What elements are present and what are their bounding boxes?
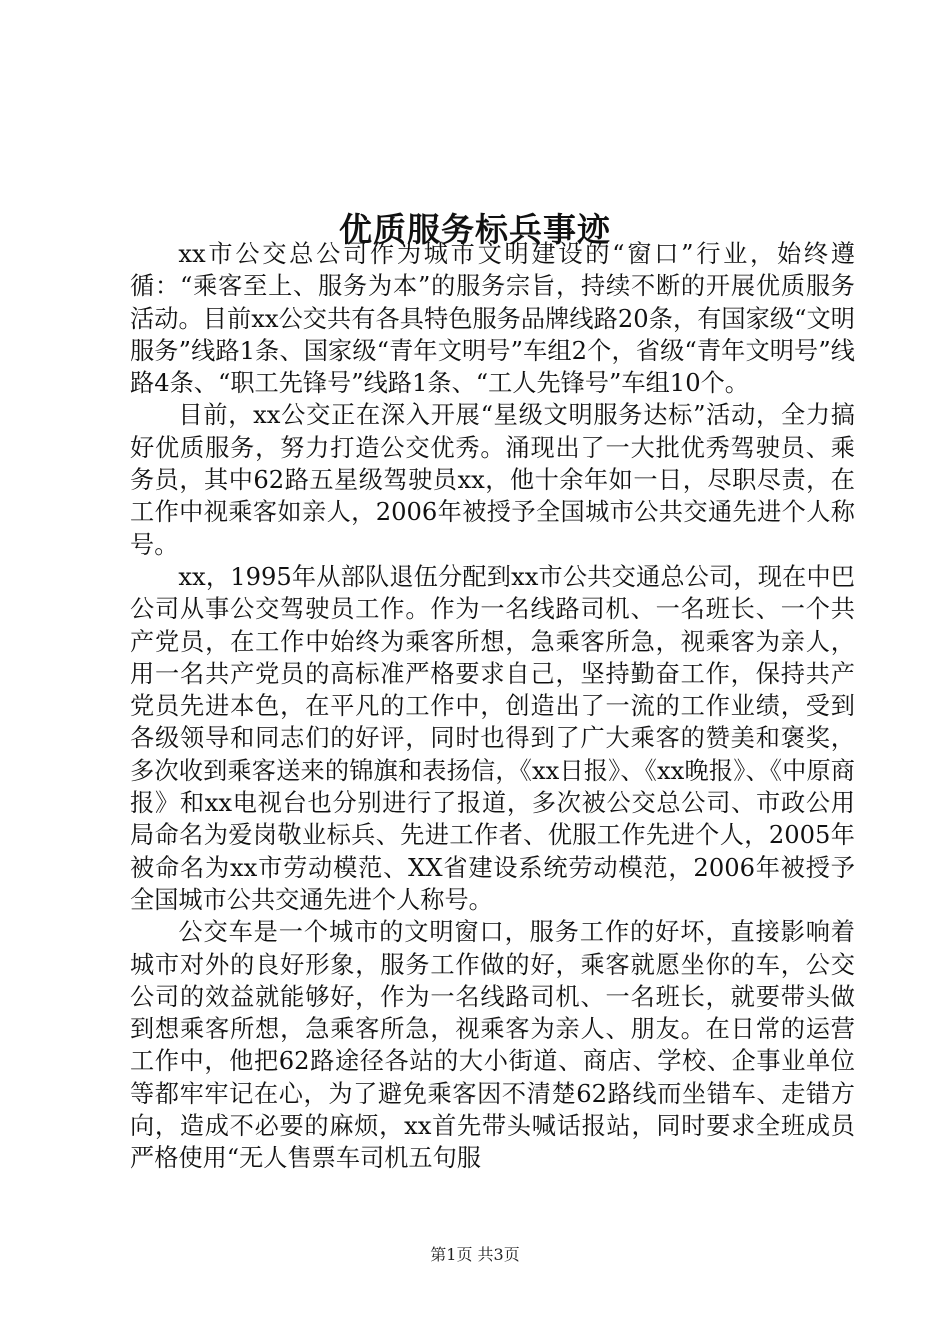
paragraph: 公交车是一个城市的文明窗口，服务工作的好坏，直接影响着城市对外的良好形象，服务工作做的好，乘客就愿坐你的车，公交公司的效益就能够好，作为一名线路司机、一名班长，就要带头做到想乘客所想，急乘客所急，视乘客为亲人、朋友。在日常的运营工作中，他把62路途径各站的大小街道、商店、学校、企事业单位等都牢牢记在心，为了避免乘客因不清楚62路线而坐错车、走错方向，造成不必要的麻烦，xx首先带头喊话报站，同时要求全班成员严格使用“无人售票车司机五句服	[130, 918, 855, 1173]
document-title: 优质服务标兵事迹	[339, 210, 611, 250]
page-number-footer: 第1页 共3页	[430, 1245, 520, 1264]
document-body	[130, 238, 855, 1175]
paragraph: xx市公交总公司作为城市文明建设的“窗口”行业，始终遵循：“乘客至上、服务为本”的服务宗旨，持续不断的开展优质服务活动。目前xx公交共有各具特色服务品牌线路20条，有国家级“文明服务”线路1条、国家级“青年文明号”车组2个，省级“青年文明号”线路4条、“职工先锋号”线路1条、“工人先锋号”车组10个。	[130, 240, 855, 398]
paragraph: xx，1995年从部队退伍分配到xx市公共交通总公司，现在中巴公司从事公交驾驶员工作。作为一名线路司机、一名班长、一个共产党员，在工作中始终为乘客所想，急乘客所急，视乘客为亲人，用一名共产党员的高标准严格要求自己，坚持勤奋工作，保持共产党员先进本色，在平凡的工作中，创造出了一流的工作业绩，受到各级领导和同志们的好评，同时也得到了广大乘客的赞美和褒奖，多次收到乘客送来的锦旗和表扬信，《xx日报》、《xx晚报》、《中原商报》和xx电视台也分别进行了报道，多次被公交总公司、市政公用局命名为爱岗敬业标兵、先进工作者、优服工作先进个人，2005年被命名为xx市劳动模范、XX省建设系统劳动模范，2006年被授予全国城市公共交通先进个人称号。	[130, 562, 855, 914]
paragraph: 目前，xx公交正在深入开展“星级文明服务达标”活动，全力搞好优质服务，努力打造公交优秀。涌现出了一大批优秀驾驶员、乘务员，其中62路五星级驾驶员xx，他十余年如一日，尽职尽责，在工作中视乘客如亲人，2006年被授予全国城市公共交通先进个人称号。	[130, 401, 855, 559]
